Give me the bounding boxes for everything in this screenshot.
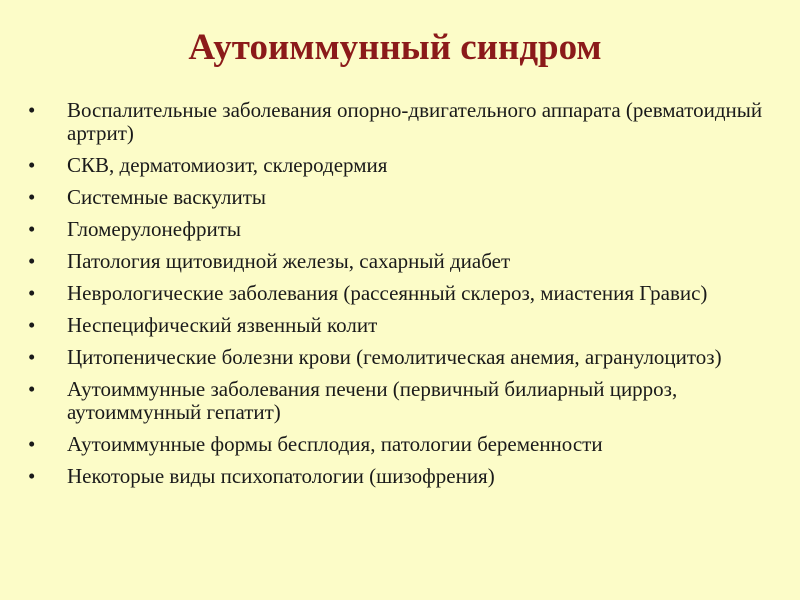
bullet-icon: • xyxy=(28,249,36,273)
list-item-text: Гломерулонефриты xyxy=(67,217,241,241)
bullet-icon: • xyxy=(28,153,36,177)
list-item-text: Некоторые виды психопатологии (шизофрения) xyxy=(67,464,495,488)
bullet-icon: • xyxy=(28,464,36,488)
slide-title: Аутоиммунный синдром xyxy=(188,27,602,68)
list-item-text: Системные васкулиты xyxy=(67,185,267,209)
bullet-icon: • xyxy=(28,281,36,305)
list-item xyxy=(28,378,768,424)
list-item xyxy=(28,250,768,273)
list-item-text: Аутоиммунные формы бесплодия, патологии беременности xyxy=(67,432,603,456)
bullet-icon: • xyxy=(28,432,36,456)
list-item xyxy=(28,99,768,145)
list-item xyxy=(28,433,768,456)
list-item xyxy=(28,465,768,488)
list-item xyxy=(28,218,768,241)
bullet-icon: • xyxy=(28,377,36,401)
list-item-text: Цитопенические болезни крови (гемолитическая анемия, агранулоцитоз) xyxy=(67,345,722,369)
list-item xyxy=(28,186,768,209)
list-item xyxy=(28,282,768,305)
list-item-text: Аутоиммунные заболевания печени (первичный билиарный цирроз, аутоиммунный гепатит) xyxy=(67,377,678,424)
list-item-text: Воспалительные заболевания опорно-двигательного аппарата (ревматоидный артрит) xyxy=(67,98,763,145)
bullet-icon: • xyxy=(28,98,36,122)
list-item xyxy=(28,314,768,337)
bullet-icon: • xyxy=(28,345,36,369)
list-item-text: Неспецифический язвенный колит xyxy=(67,313,378,337)
list-item xyxy=(28,154,768,177)
bullet-icon: • xyxy=(28,217,36,241)
list-item-text: СКВ, дерматомиозит, склеродермия xyxy=(67,153,388,177)
list-item-text: Неврологические заболевания (рассеянный склероз, миастения Гравис) xyxy=(67,281,708,305)
list-item xyxy=(28,346,768,369)
bullet-list xyxy=(28,99,768,497)
list-item-text: Патология щитовидной железы, сахарный диабет xyxy=(67,249,511,273)
bullet-icon: • xyxy=(28,185,36,209)
bullet-icon: • xyxy=(28,313,36,337)
